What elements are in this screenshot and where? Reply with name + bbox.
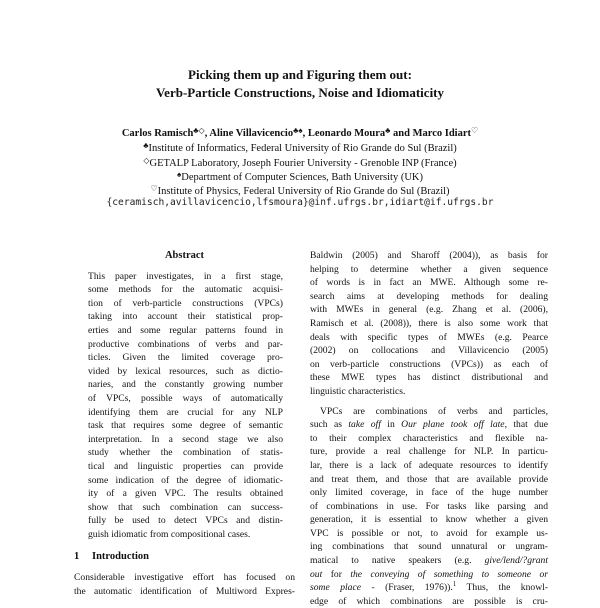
- abstract-heading: Abstract: [164, 250, 205, 261]
- affiliation-text: Department of Computer Sciences, Bath University (UK): [181, 172, 423, 183]
- body-line: (2002) on collocations and Villavicencio (2005): [310, 345, 548, 357]
- affiliation-mark: ♡: [150, 184, 158, 193]
- abstract-line: ity of a given VPC. The results obtained: [88, 488, 283, 500]
- abstract-line: show that such combination can success-: [88, 501, 283, 513]
- affiliation-mark: ♡: [470, 126, 479, 135]
- abstract-line: naries, and the constantly growing number: [88, 379, 283, 391]
- affiliation-mark: ♠: [177, 170, 182, 179]
- example-run: Our plane took off late: [401, 419, 505, 431]
- body-line: and treat them, and those that are available provide: [310, 473, 548, 485]
- author-separator: ,: [302, 128, 308, 139]
- intro-line: Considerable investigative effort has focused on: [74, 572, 295, 584]
- text-run: Thus, the knowl-: [456, 582, 548, 594]
- author-list: [40, 124, 560, 140]
- abstract-line: tion of verb-particle constructions (VPCs): [88, 297, 283, 309]
- example-run: give/lend/?grant: [484, 555, 548, 567]
- section-title: Introduction: [92, 551, 149, 563]
- affiliation-text: Institute of Physics, Federal University of Rio Grande do Sul (Brazil): [157, 186, 450, 197]
- body-line: lar, there is a lack of adequate resources to identify: [310, 459, 548, 471]
- example-run: the conveying of something to someone or: [350, 568, 548, 580]
- body-line: search aims at developing methods for dealing: [310, 290, 548, 302]
- paper-title-line-2: Verb-Particle Constructions, Noise and Idiomaticity: [155, 85, 445, 100]
- text-run: such as: [310, 419, 349, 431]
- body-line: VPC is possible or not, to avoid for example us-: [310, 527, 548, 539]
- abstract-line: productive combinations of verbs and par-: [88, 338, 283, 350]
- body-line: deals with specific types of MWEs (e.g. Pearce: [310, 331, 548, 343]
- body-line-with-examples: [310, 568, 548, 582]
- body-line: ture, provide a real challenge for NLP. In particu-: [310, 446, 548, 458]
- body-line: these MWE types has distinct distributional and: [310, 372, 548, 384]
- abstract-line: guish idiomatic from compositional cases.: [88, 528, 251, 540]
- body-line: helping to determine whether a given sequence: [310, 263, 548, 275]
- body-line: of combinations in use. For tasks like parsing and: [310, 500, 548, 512]
- body-line: on verb-particle constructions (VPCs)) as each of: [310, 358, 548, 370]
- example-run: some place: [310, 582, 361, 594]
- text-run: matical to native speakers (e.g.: [310, 555, 485, 567]
- footnote-marker[interactable]: 1: [452, 580, 457, 589]
- text-run: in: [380, 419, 402, 431]
- affiliation-mark: ♣◇: [193, 126, 205, 135]
- abstract-line: This paper investigates, in a first stage,: [88, 270, 283, 282]
- author-name: Leonardo Moura: [307, 128, 386, 139]
- abstract-line: interpretation. In a second stage we also: [88, 433, 283, 445]
- body-line-with-examples: [310, 554, 548, 568]
- abstract-line: fully be used to detect VPCs and distin-: [88, 515, 283, 527]
- abstract-line: erties and some regular patterns found in: [88, 324, 283, 336]
- text-run: , that due: [504, 419, 548, 431]
- affiliation: [40, 139, 560, 155]
- abstract-line: taking into account their statistical prop-: [88, 311, 283, 323]
- author-name: Carlos Ramisch: [121, 128, 194, 139]
- text-run: for: [322, 568, 351, 580]
- text-run: - (Fraser, 1976)).: [360, 582, 453, 594]
- section-number: 1: [74, 551, 80, 563]
- author-separator: ,: [204, 128, 210, 139]
- intro-line: the automatic identification of Multiword Expres-: [74, 585, 295, 597]
- affiliation-mark: ♣: [385, 126, 391, 135]
- body-line-with-examples: [310, 581, 548, 595]
- body-line: generation, it is essential to know whether a given: [310, 514, 548, 526]
- body-line: VPCs are combinations of verbs and particles,: [320, 405, 548, 417]
- body-line: only limited coverage, in face of the huge number: [310, 487, 548, 499]
- paper-title-line-1: Picking them up and Figuring them out:: [188, 67, 412, 82]
- abstract-line: identifying them are crucial for any NLP: [88, 406, 283, 418]
- right-column: [310, 249, 548, 608]
- body-line: with MWEs in general (e.g. Zhang et al. (2006),: [310, 304, 548, 316]
- abstract-line: some indication of the degree of idiomatic-: [88, 474, 283, 486]
- author-name: Aline Villavicencio: [209, 128, 294, 139]
- author-name: Marco Idiart: [412, 128, 471, 139]
- body-line: of words is in fact an MWE. Although some re-: [310, 277, 548, 289]
- body-line: Baldwin (2005) and Sharoff (2004)), as basis for: [310, 250, 548, 261]
- abstract-line: task that requires some degree of semantic: [88, 420, 283, 432]
- abstract-line: ticles. Given the limited coverage pro-: [88, 352, 283, 364]
- author-separator: and: [390, 128, 413, 139]
- body-line: edge of which combinations are possible is cru-: [310, 595, 548, 607]
- section-heading-introduction: [74, 550, 295, 564]
- body-line: linguistic characteristics.: [310, 385, 406, 397]
- left-column: [74, 249, 295, 598]
- affiliation-mark: ♣: [143, 141, 149, 150]
- abstract-body: [74, 270, 295, 542]
- body-line: to their complex characteristics and flexible na-: [310, 432, 548, 444]
- affiliation-text: Institute of Informatics, Federal University of Rio Grande do Sul (Brazil): [148, 143, 457, 154]
- body-line: Ramisch et al. (2008)), there is also some work that: [310, 317, 548, 329]
- body-line: ing combinations that sound unnatural or ungram-: [310, 541, 548, 553]
- body-line-with-examples: [310, 418, 548, 432]
- author-emails: {ceramisch,avillavicencio,lfsmoura}@inf.ufrgs.br,idiart@if.ufrgs.br: [106, 197, 494, 208]
- abstract-line: study whether the combination of statis-: [88, 447, 283, 459]
- example-run: out: [310, 568, 323, 580]
- abstract-line: some methods for the automatic acquisi-: [88, 284, 283, 296]
- abstract-line: vided by lexical resources, such as dictio-: [88, 365, 283, 377]
- example-run: take off: [348, 419, 381, 431]
- affiliation-text: GETALP Laboratory, Joseph Fourier University - Grenoble INP (France): [149, 158, 457, 169]
- affiliation-mark: ◇: [143, 156, 150, 165]
- affiliation-mark: ♣♠: [293, 126, 303, 135]
- abstract-line: of VPCs, possible ways of automatically: [88, 392, 283, 404]
- abstract-line: tical and linguistic properties can provide: [88, 460, 283, 472]
